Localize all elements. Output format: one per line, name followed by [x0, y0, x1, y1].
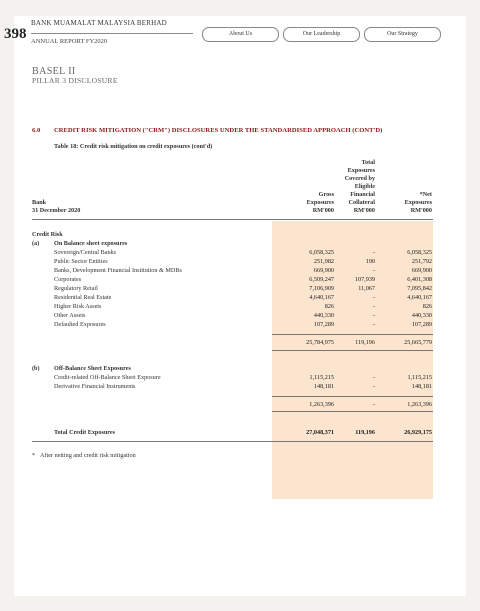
table-row — [0, 248, 480, 257]
table-row — [0, 257, 480, 266]
header-gross-line1: Gross — [318, 191, 334, 198]
row-label: Regulatory Retail — [54, 285, 98, 292]
nav-our-strategy-button[interactable]: Our Strategy — [364, 27, 441, 42]
header-collateral-line6: Collateral — [348, 199, 375, 206]
section-number: 6.0 — [32, 127, 41, 134]
header-divider — [31, 33, 193, 34]
section-title: CREDIT RISK MITIGATION ("CRM") DISCLOSURES UNDER THE STANDARDISED APPROACH (CONT'D) — [54, 127, 383, 134]
report-name: ANNUAL REPORT FY2020 — [31, 38, 108, 45]
off-balance-total-row — [0, 400, 480, 409]
gross-value: 1,115,215 — [309, 374, 334, 381]
row-label: Banks, Development Financial Institution & MDBs — [54, 267, 182, 274]
row-label: Residential Real Estate — [54, 294, 112, 301]
net-value: 251,792 — [411, 258, 432, 265]
header-net-line1: *Net — [419, 191, 432, 198]
gross-value: 669,900 — [313, 267, 334, 274]
row-label: Other Assets — [54, 312, 86, 319]
collateral-value: 11,067 — [358, 285, 375, 292]
collateral-total: - — [372, 401, 375, 408]
gross-value: 7,106,909 — [309, 285, 334, 292]
header-net-line2: Exposures — [404, 199, 432, 206]
net-grand-total: 26,929,175 — [404, 429, 432, 436]
grand-total-label: Total Credit Exposures — [54, 429, 116, 436]
row-label: Credit-related Off-Balance Sheet Exposure — [54, 374, 161, 381]
grand-total-row — [0, 428, 480, 437]
gross-total: 25,784,975 — [306, 339, 334, 346]
credit-risk-label: Credit Risk — [32, 231, 63, 238]
table-row — [0, 373, 480, 382]
gross-total: 1,263,396 — [309, 401, 334, 408]
nav-about-us-button[interactable]: About Us — [202, 27, 279, 42]
row-label: Corporates — [54, 276, 82, 283]
grand-total-rule — [32, 441, 433, 442]
on-balance-total-row — [0, 338, 480, 347]
table-title: Table 18: Credit risk mitigation on credit exposures (cont'd) — [54, 143, 213, 150]
gross-value: 826 — [324, 303, 334, 310]
section-b-marker: (b) — [32, 365, 40, 372]
table-row — [0, 266, 480, 275]
row-label: Higher Risk Assets — [54, 303, 102, 310]
gross-value: 6,509,247 — [309, 276, 334, 283]
credit-risk-label-row — [0, 230, 480, 239]
section-b-heading — [0, 364, 480, 373]
collateral-value: - — [372, 249, 375, 256]
section-subheading: PILLAR 3 DISCLOSURE — [32, 76, 118, 85]
table-row — [0, 320, 480, 329]
net-value: 107,289 — [411, 321, 432, 328]
footnote-text: After netting and credit risk mitigation — [40, 452, 136, 459]
gross-value: 440,330 — [313, 312, 334, 319]
row-label: Public Sector Entities — [54, 258, 108, 265]
header-gross-line2: Exposures — [306, 199, 334, 206]
collateral-grand-total: 119,196 — [355, 429, 375, 436]
net-value: 7,095,842 — [407, 285, 432, 292]
header-collateral-line1: Total — [361, 159, 375, 166]
table-row — [0, 382, 480, 391]
subtotal-rule-bottom — [272, 411, 433, 412]
header-collateral-line4: Eligible — [354, 183, 375, 190]
net-value: 669,900 — [411, 267, 432, 274]
net-value: 1,115,215 — [407, 374, 432, 381]
net-value: 6,058,325 — [407, 249, 432, 256]
gross-value: 148,181 — [313, 383, 334, 390]
collateral-total: 119,196 — [355, 339, 375, 346]
row-label: Defaulted Exposures — [54, 321, 106, 328]
collateral-value: - — [372, 312, 375, 319]
table-row — [0, 293, 480, 302]
net-value: 4,640,167 — [407, 294, 432, 301]
table-row — [0, 311, 480, 320]
gross-grand-total: 27,048,371 — [306, 429, 334, 436]
nav-our-leadership-button[interactable]: Our Leadership — [283, 27, 360, 42]
header-collateral-line7: RM'000 — [353, 207, 375, 214]
collateral-value: 107,939 — [354, 276, 375, 283]
table-row — [0, 284, 480, 293]
net-total: 1,263,396 — [407, 401, 432, 408]
section-heading: BASEL II — [32, 66, 76, 77]
row-label: Sovereign/Central Banks — [54, 249, 117, 256]
collateral-value: - — [372, 383, 375, 390]
subtotal-rule-bottom — [272, 350, 433, 351]
net-value: 826 — [422, 303, 432, 310]
header-collateral-line3: Covered by — [344, 175, 375, 182]
collateral-value: - — [372, 294, 375, 301]
section-a-heading — [0, 239, 480, 248]
bank-name: BANK MUAMALAT MALAYSIA BERHAD — [31, 19, 167, 27]
collateral-value: 190 — [365, 258, 375, 265]
footnote-marker: * — [32, 452, 36, 459]
header-collateral-line5: Financial — [350, 191, 375, 198]
table-row — [0, 275, 480, 284]
page-number: 398 — [4, 26, 27, 42]
collateral-value: - — [372, 374, 375, 381]
net-value: 148,181 — [411, 383, 432, 390]
header-net-line3: RM'000 — [410, 207, 432, 214]
section-a-title: On Balance sheet exposures — [54, 240, 128, 247]
gross-value: 107,289 — [313, 321, 334, 328]
collateral-value: - — [372, 267, 375, 274]
table-header-bank: Bank — [32, 199, 47, 206]
header-rule — [32, 219, 433, 220]
section-b-title: Off-Balance Sheet Exposures — [54, 365, 131, 372]
net-value: 440,330 — [411, 312, 432, 319]
header-gross-line3: RM'000 — [312, 207, 334, 214]
table-header-date: 31 December 2020 — [32, 207, 81, 214]
subtotal-rule-top — [272, 334, 433, 335]
gross-value: 6,058,325 — [309, 249, 334, 256]
gross-value: 4,640,167 — [309, 294, 334, 301]
net-total: 25,665,779 — [404, 339, 432, 346]
header-collateral-line2: Exposures — [347, 167, 375, 174]
row-label: Derivative Financial Instruments — [54, 383, 136, 390]
collateral-value: - — [372, 303, 375, 310]
collateral-value: - — [372, 321, 375, 328]
table-row — [0, 302, 480, 311]
gross-value: 251,982 — [313, 258, 334, 265]
section-a-marker: (a) — [32, 240, 40, 247]
subtotal-rule-top — [272, 396, 433, 397]
net-value: 6,401,308 — [407, 276, 432, 283]
